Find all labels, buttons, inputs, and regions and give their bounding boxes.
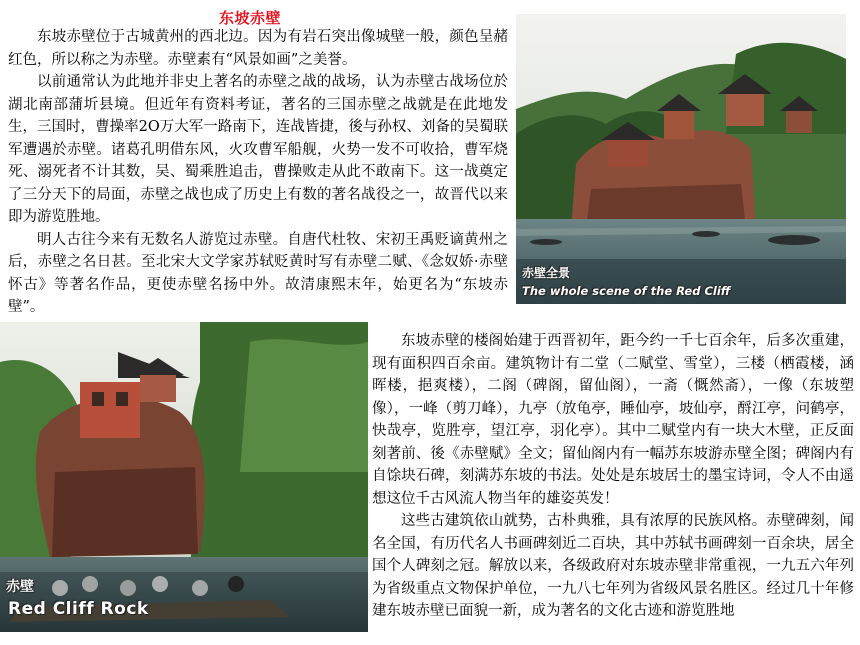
intro-paragraph-1: 东坡赤壁位于古城黄州的西北边。因为有岩石突出像城壁一般，颜色呈赭红色，所以称之为赤壁。赤壁素有“风景如画”之美誉。	[8, 29, 508, 68]
intro-text	[8, 26, 508, 319]
architecture-text	[372, 330, 854, 623]
panorama-caption-en: The whole scene of the Red Cliff	[522, 284, 731, 298]
architecture-paragraph-2: 这些古建筑依山就势，古朴典雅，具有浓厚的民族风格。赤壁碑刻，闻名全国，有历代名人书画碑刻近二百块，其中苏轼书画碑刻一百余块，居全国个人碑刻之冠。解放以来，各级政府对东坡赤壁非常重视，一九五六年列为省级重点文物保护单位，一九八七年列为省级风景名胜区。经过几十年修建东坡赤壁已面貌一新，成为著名的文化古迹和游览胜地	[372, 513, 854, 619]
panorama-caption-cn: 赤壁全景	[522, 266, 571, 280]
intro-paragraph-3: 明人古往今来有无数名人游览过赤壁。自唐代杜牧、宋初王禹贬谪黄州之后，赤壁之名日甚。至北宋大文学家苏轼贬黄时写有赤壁二赋、《念奴娇·赤壁怀古》等著名作品，更使赤壁名扬中外。故清康熙末年，始更名为“东坡赤壁”。	[8, 231, 508, 315]
page-title: 东坡赤壁	[218, 9, 281, 27]
red-cliff-panorama-photo	[516, 14, 846, 304]
red-cliff-rock-photo	[0, 322, 368, 632]
rock-illustration	[0, 322, 368, 632]
intro-paragraph-2: 以前通常认为此地并非史上著名的赤壁之战的战场，认为赤壁古战场位於湖北南部蒲圻县境。但近年有资料考证，著名的三国赤壁之战就是在此地发生，三国时，曹操率2O万大军一路南下，连战皆捷，後与孙权、刘备的吴蜀联军遭遇於赤壁。诸葛孔明借东风，火攻曹军船舰，火势一发不可收拾，曹军烧死、溺死者不计其数，吴、蜀乘胜追击，曹操败走从此不敢南下。这一战奠定了三分天下的局面，赤壁之战也成了历史上有数的著名战役之一，故晋代以来即为游览胜地。	[8, 74, 508, 225]
panorama-illustration	[516, 14, 846, 304]
architecture-paragraph-1: 东坡赤壁的楼阁始建于西晋初年，距今约一千七百余年，后多次重建，现有面积四百余亩。建筑物计有二堂（二赋堂、雪堂），三楼（栖霞楼，涵晖楼，挹爽楼），二阁（碑阁，留仙阁），一斋（慨然斋），一像（东坡塑像），一峰（剪刀峰），九亭（放龟亭，睡仙亭，坡仙亭，酹江亭，问鹤亭，快哉亭，览胜亭，望江亭，羽化亭）。其中二赋堂内有一块大木壁，正反面刻著前、後《赤壁赋》全文；留仙阁内有一幅苏东坡游赤壁全图；碑阁内有自馀块石碑，刻满苏东坡的书法。处处是东坡居士的墨宝诗词，令人不由遥想这位千古风流人物当年的雄姿英发！	[372, 333, 854, 507]
rock-caption-cn: 赤壁	[6, 579, 34, 595]
rock-caption-en: Red Cliff Rock	[8, 599, 149, 619]
